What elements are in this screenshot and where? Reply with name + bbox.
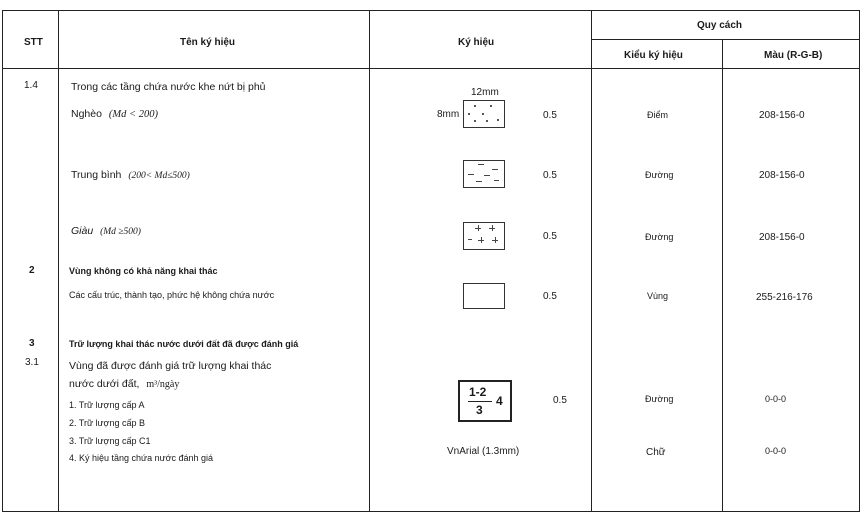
col-border-style [722,39,723,512]
header-spec: Quy cách [697,20,743,31]
col-border-symbol [591,10,592,512]
header-bottom-border [2,68,860,69]
pattern-dot [482,113,484,115]
symbol-width-label: 12mm [471,87,499,98]
font-spec-label: VnArial (1.3mm) [447,446,520,457]
row-3-1-style-line: Đường [645,394,674,404]
row-3-1-style-text: Chữ [646,447,666,458]
row-3-1-stt: 3.1 [25,357,39,368]
row-3-title: Trữ lượng khai thác nước dưới đất đã được đánh giá [69,339,299,349]
rich-name: Giàu [71,225,94,237]
pattern-tick [495,237,496,243]
fraction-bar [468,401,492,402]
grade-b-item: 2. Trữ lượng cấp B [69,418,145,428]
pattern-dot [474,120,476,122]
col-border-left [2,10,3,512]
pattern-dash [484,175,490,176]
pattern-tick [492,225,493,231]
header-name: Tên ký hiệu [180,37,236,48]
area-empty-symbol [463,283,505,309]
poor-condition: (Md < 200) [108,109,158,120]
row-2-color: 255-216-176 [756,292,813,303]
pattern-tick [478,225,479,231]
medium-name: Trung bình [71,169,122,181]
rich-cross-pattern-symbol [463,222,505,250]
poor-label [71,108,158,120]
spec-subheader-divider [591,39,860,40]
header-symbol: Ký hiệu [458,37,495,48]
row-3-stt: 3 [29,338,35,349]
rich-style: Đường [645,232,674,242]
pattern-dot [486,120,488,122]
reserve-fraction-symbol [458,380,512,422]
poor-dot-pattern-symbol [463,100,505,128]
symbol-height-label: 8mm [437,109,460,120]
medium-value: 0.5 [543,170,557,181]
row-2-title: Vùng không có khả năng khai thác [69,266,218,276]
pattern-dot [474,105,476,107]
pattern-dot [497,119,499,121]
rich-color: 208-156-0 [759,232,805,243]
medium-color: 208-156-0 [759,170,805,181]
header-stt: STT [24,37,43,48]
rich-value: 0.5 [543,231,557,242]
pattern-dash [494,180,499,181]
pattern-dash [478,164,484,165]
fraction-side-number: 4 [496,394,503,408]
row-3-1-line2-text: nước dưới đất, [69,378,140,390]
pattern-dash [492,169,498,170]
medium-dash-pattern-symbol [463,160,505,188]
header-color: Màu (R-G-B) [764,50,823,61]
row-2-value: 0.5 [543,291,557,302]
pattern-tick [481,237,482,243]
row-3-1-color-line: 0-0-0 [765,394,787,404]
row-3-1-line1: Vùng đã được đánh giá trữ lượng khai thác [69,360,272,372]
row-1-4-stt: 1.4 [24,80,38,91]
medium-style: Đường [645,170,674,180]
pattern-dash [476,181,482,182]
row-2-stt: 2 [29,265,35,276]
rich-condition: (Md ≥500) [100,227,141,237]
grade-c1-item: 3. Trữ lượng cấp C1 [69,436,151,446]
header-style: Kiểu ký hiệu [624,50,683,61]
table-top-border [2,10,860,11]
pattern-dash [468,174,474,175]
row-3-1-line2 [69,378,179,390]
fraction-numerator: 1-2 [469,385,487,399]
col-border-name [369,10,370,512]
pattern-dot [468,113,470,115]
rich-label [71,225,141,237]
pattern-dash [468,239,472,240]
fraction-denominator: 3 [476,403,483,417]
aquifer-symbol-item: 4. Ký hiệu tầng chứa nước đánh giá [69,453,214,463]
medium-label [71,169,190,181]
row-3-1-value: 0.5 [553,395,567,406]
col-border-right [859,10,860,512]
row-2-description: Các cấu trúc, thành tạo, phức hệ không chứa nước [69,290,275,300]
row-3-1-unit: m³/ngày [146,379,180,390]
row-2-style: Vùng [647,291,669,301]
poor-name: Nghèo [71,108,102,120]
table-bottom-border [2,511,860,512]
poor-value: 0.5 [543,110,557,121]
col-border-stt [58,10,59,512]
pattern-dot [490,105,492,107]
row-3-1-color-text: 0-0-0 [765,446,787,456]
row-1-4-title: Trong các tầng chứa nước khe nứt bị phủ [71,81,266,93]
poor-style: Điểm [647,110,669,120]
poor-color: 208-156-0 [759,110,805,121]
medium-condition: (200< Md≤500) [128,171,190,181]
grade-a-item: 1. Trữ lượng cấp A [69,400,145,410]
